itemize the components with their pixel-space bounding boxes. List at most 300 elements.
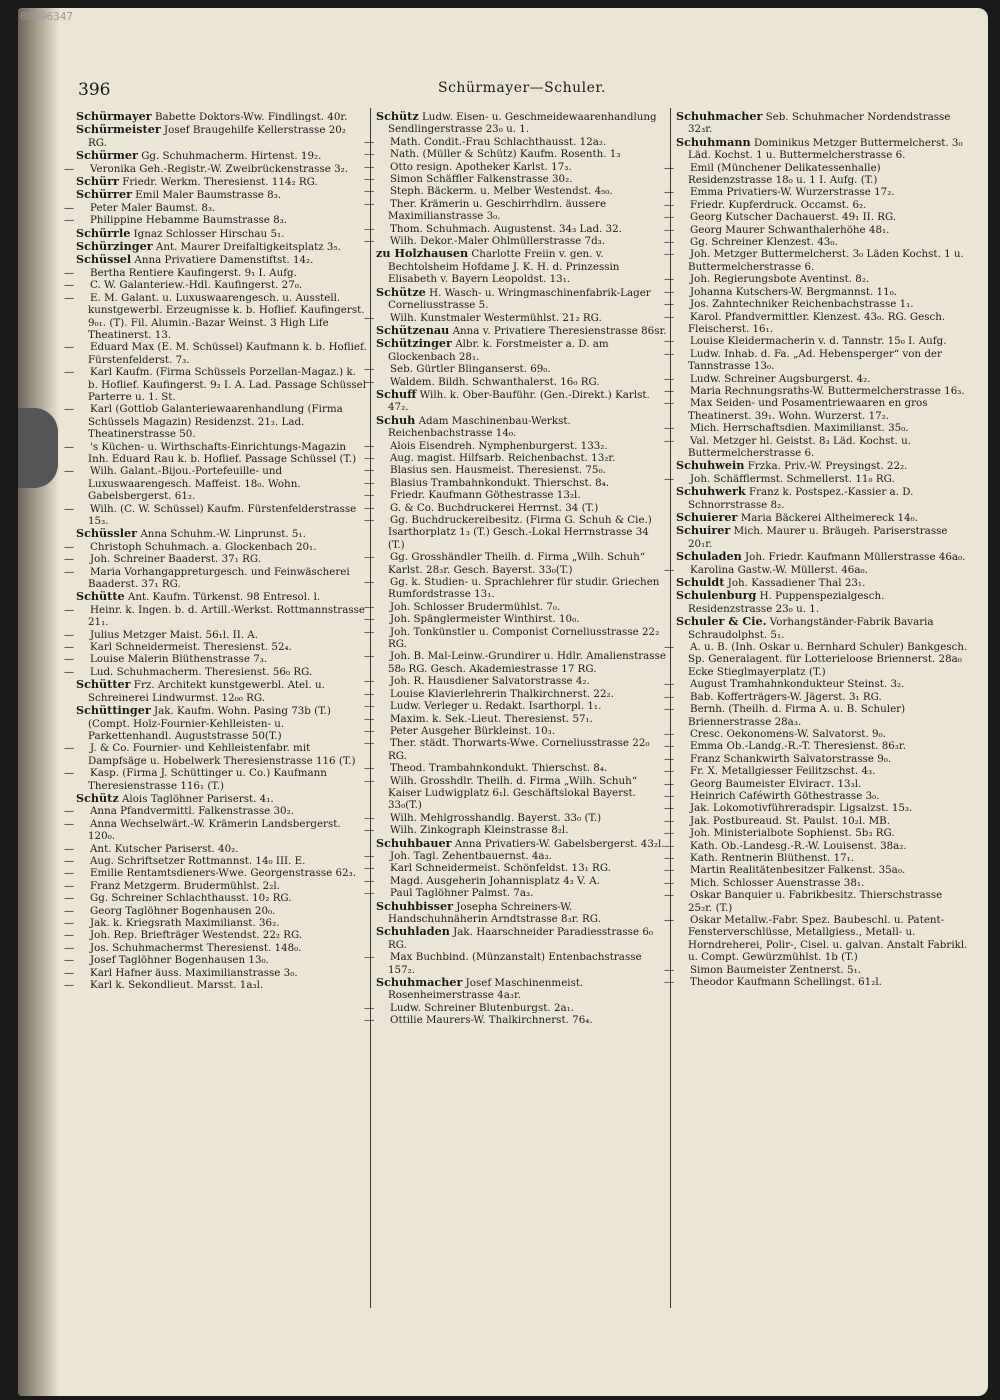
directory-entry [664, 347, 968, 373]
directory-entry [676, 110, 968, 136]
entry-text: Joh. Metzger Buttermelcherst. 3₀ Läden Kochst. 1 u. Buttermelcherstrasse 6. [688, 248, 964, 273]
dash-mark: — [64, 553, 75, 566]
directory-entry [664, 827, 968, 840]
entry-text: Heinr. k. Ingen. b. d. Artill.-Werkst. Rottmannstrasse 21₁. [88, 603, 366, 629]
directory-entry [64, 266, 368, 279]
entry-text: Oskar Metallw.-Fabr. Spez. Baubeschl. u. Patent-Fensterverschlüsse, Metallgiess., Metall- u. Horndreherei, Polir-, Cisel. u. galvan. Anstalt Fabrikl. u. Compt. Gewürzmühlst. 1b (T.) [688, 914, 968, 964]
dash-mark: — [364, 675, 375, 688]
directory-entry [64, 465, 368, 503]
dash-mark: — [64, 904, 75, 917]
surname: Schürrle [76, 225, 131, 240]
directory-entry [76, 527, 368, 540]
dash-mark: — [364, 311, 375, 324]
entry-text: H. Puppenspezialgesch. Residenzstrasse 23₀ u. 1. [688, 590, 885, 615]
entry-text: Joh. Spänglermeister Winthirst. 10₀. [390, 613, 580, 626]
directory-entry [364, 951, 668, 976]
directory-entry [76, 678, 368, 704]
directory-entry [664, 876, 968, 889]
dash-mark: — [664, 472, 675, 485]
surname: Schürmer [76, 148, 138, 163]
directory-entry [664, 789, 968, 802]
entry-text: Frzka. Priv.-W. Preysingst. 22₂. [747, 460, 908, 473]
surname: Schütze [376, 284, 426, 299]
entry-text: Gg. k. Studien- u. Sprachlehrer für studir. Griechen Rumfordstrasse 13₁. [388, 576, 660, 601]
directory-entry [76, 188, 368, 201]
entry-text: Jak. Kaufm. Wohn. Pasing 73b (T.) (Compt. Holz-Fournier-Kehlleisten- u. Parkettenhandl. Auguststrasse 50(T.) [88, 705, 331, 742]
surname: Schuhbauer [376, 835, 452, 850]
directory-entry [664, 851, 968, 864]
entry-text: Ignaz Schlosser Hirschau 5₁. [133, 227, 285, 240]
directory-entry [664, 914, 968, 964]
entry-text: Kath. Ob.-Landesg.-R.-W. Louisenst. 38a₂. [690, 839, 907, 852]
dash-mark: — [664, 976, 675, 989]
directory-entry [64, 842, 368, 855]
directory-entry [364, 439, 668, 452]
dash-mark: — [64, 201, 75, 214]
entry-text: Franz Metzgerm. Brudermühlst. 2₂l. [90, 879, 280, 892]
directory-entry [664, 298, 968, 311]
entry-text: Theod. Trambahnkondukt. Thierschst. 8₄. [390, 762, 608, 775]
entry-text: Mich. Maurer u. Bräugeh. Pariserstrasse 20₁r. [688, 525, 948, 550]
dash-mark: — [664, 563, 675, 576]
entry-text: Wilh. Grosshdlr. Theilh. d. Firma „Wilh. Schuh“ Kaiser Ludwigplatz 6₁l. Geschäftslokal Bayerst. 33₀(T.) [388, 774, 638, 812]
dash-mark: — [364, 148, 375, 161]
dash-mark: — [664, 740, 675, 753]
dash-mark: — [364, 613, 375, 626]
directory-entry [364, 811, 668, 824]
surname: Schuhwein [676, 458, 745, 473]
dash-mark: — [664, 641, 675, 654]
directory-entry [64, 929, 368, 942]
entry-text: J. & Co. Fournier- und Kehlleistenfabr. mit Dampfsäge u. Hobelwerk Theresienstrasse 116 (T.) [88, 742, 356, 767]
directory-entry [76, 149, 368, 162]
surname: Schuff [376, 386, 417, 401]
entry-text: Eduard Max (E. M. Schüssel) Kaufmann k. b. Hoflief. Fürstenfelderst. 7₃. [88, 341, 367, 366]
dash-mark: — [64, 291, 75, 304]
directory-entry [664, 161, 968, 187]
entry-text: Karl k. Sekondlieut. Marsst. 1a₃l. [90, 979, 264, 992]
dash-mark: — [64, 665, 75, 678]
entry-text: Wilh. Galant.-Bijou.-Portefeuille- und Luxuswaarengesch. Maffeist. 18₀. Wohn. Gabelsbergerst. 61₂. [88, 465, 301, 503]
surname: Schuldt [676, 575, 725, 590]
entry-text: Ludw. Schreiner Augsburgerst. 4₂. [690, 372, 871, 385]
surname: Schuhmacher [676, 109, 763, 123]
entry-text: C. W. Galanteriew.-Hdl. Kaufingerst. 27₀. [90, 279, 303, 292]
entry-text: Babette Doktors-Ww. Findlingst. 40r. [154, 111, 348, 123]
directory-entry [676, 550, 968, 563]
dash-mark: — [664, 789, 675, 802]
dash-mark: — [64, 266, 75, 279]
scan-id: 00096347 [20, 10, 73, 23]
entry-text: Adam Maschinenbau-Werkst. Reichenbachstrasse 14₀. [388, 414, 571, 440]
dash-mark: — [64, 805, 75, 818]
entry-text: Thom. Schuhmach. Augustenst. 34₃ Lad. 32. [390, 222, 622, 235]
dash-mark: — [364, 600, 375, 613]
directory-entry [664, 752, 968, 765]
dash-mark: — [664, 384, 675, 397]
directory-entry [376, 110, 668, 136]
dash-mark: — [364, 762, 375, 775]
surname: Schuierer [676, 510, 738, 524]
entry-text: Frz. Architekt kunstgewerbl. Atel. u. Schreinerei Lindwurmst. 12₀₀ RG. [88, 679, 325, 704]
dash-mark: — [64, 854, 75, 867]
entry-text: Karolina Gastw.-W. Müllerst. 46a₀. [690, 563, 868, 576]
dash-mark: — [364, 1001, 375, 1014]
entry-text: Ludw. Schreiner Blutenburgst. 2a₁. [390, 1001, 575, 1014]
entry-text: Gg. Buchdruckereibesitz. (Firma G. Schuh & Cie.) Isarthorplatz 1₃ (T.) Gesch.-Lokal Herrnstrasse 34 (T.) [388, 514, 652, 551]
directory-entry [664, 777, 968, 790]
entry-text: Ludw. Verleger u. Redakt. Isarthorpl. 1₁. [390, 700, 602, 713]
entry-text: Jak. Postbureaud. St. Paulst. 10₂l. MB. [690, 814, 891, 827]
entry-text: Jos. Zahntechniker Reichenbachstrasse 1₁. [690, 298, 914, 311]
directory-entry [664, 397, 968, 422]
book-binding [18, 8, 60, 1396]
directory-entry [76, 253, 368, 266]
entry-text: Georg Taglöhner Bogenhausen 20₀. [90, 904, 276, 917]
directory-entry [64, 291, 368, 342]
dash-mark: — [64, 366, 75, 379]
directory-entry [664, 236, 968, 249]
dash-mark: — [64, 565, 75, 578]
entry-text: Alois Taglöhner Pariserst. 4₁. [121, 792, 274, 805]
dash-mark: — [664, 236, 675, 249]
dash-mark: — [364, 222, 375, 235]
surname: Schütz [376, 109, 419, 123]
entry-text: Steph. Bäckerm. u. Melber Westendst. 4₅₀. [390, 185, 613, 198]
entry-text: Blasius Trambahnkondukt. Thierschst. 8₄. [390, 476, 610, 489]
directory-entry [64, 553, 368, 566]
directory-entry [664, 372, 968, 385]
entry-text: Bab. Kofferträgers-W. Jägerst. 3₁ RG. [690, 690, 882, 703]
directory-entry [76, 704, 368, 742]
dash-mark: — [64, 440, 75, 453]
entry-text: Nath. (Müller & Schütz) Kaufm. Rosenth. 1₃ [390, 148, 621, 161]
directory-entry [664, 963, 968, 976]
dash-mark: — [364, 197, 375, 210]
directory-entry [64, 641, 368, 654]
entry-text: Anna Schuhm.-W. Linprunst. 5₁. [140, 528, 306, 541]
directory-entry [64, 966, 368, 979]
dash-mark: — [664, 198, 675, 211]
directory-entry [364, 724, 668, 737]
dash-mark: — [364, 501, 375, 514]
directory-entry [664, 678, 968, 691]
entry-text: Max Buchbind. (Münzanstalt) Entenbachstrasse 157₂. [388, 951, 642, 976]
dash-mark: — [64, 767, 75, 780]
surname: Schüttinger [76, 703, 151, 718]
entry-text: Aug. magist. Hilfsarb. Reichenbachst. 13₂r. [390, 451, 616, 464]
entry-text: Johanna Kutschers-W. Bergmannst. 11₀. [690, 285, 898, 298]
entry-text: Emil (Münchener Delikatessenhalle) Residenzstrasse 18₀ u. 1 I. Aufg. (T.) [688, 161, 881, 187]
page-number: 396 [78, 80, 111, 100]
directory-entry [364, 600, 668, 613]
entry-text: Simon Baumeister Zentnerst. 5₁. [690, 963, 861, 976]
directory-entry [364, 712, 668, 725]
entry-text: Joh. Kassadiener Thal 23₁. [727, 577, 866, 590]
entry-text: Jak. Lokomotivführeradspir. Ligsalzst. 15₃. [690, 802, 913, 815]
entry-text: E. M. Galant. u. Luxuswaarengesch. u. Ausstell. kunstgewerbl. Erzeugnisse k. b. Hoflief. Kaufingerst. 9₀₁. (T). Fil. Alumin.-Bazar Weinst. 3 High Life Theatinerst. 13. [88, 291, 365, 341]
directory-entry [376, 324, 668, 337]
dash-mark: — [364, 724, 375, 737]
directory-entry [64, 867, 368, 880]
directory-entry [76, 110, 368, 123]
entry-text: Karl Kaufm. (Firma Schüssels Porzellan-Magaz.) k. b. Hoflief. Kaufingerst. 9₂ I. A. Lad. Passage Schüssel Parterre u. 1. St. [88, 366, 367, 403]
entry-text: Joh. Regierungsbote Aventinst. 8₂. [690, 273, 870, 286]
directory-entry [364, 173, 668, 186]
directory-entry [376, 837, 668, 850]
entry-text: August Tramhahnkondukteur Steinst. 3₂. [690, 678, 905, 691]
entry-text: Friedr. Kaufmann Göthestrasse 13₂l. [390, 489, 581, 502]
entry-text: Wilh. (C. W. Schüssel) Kaufm. Fürstenfelderstrasse 15₃. [88, 502, 357, 527]
entry-text: Ludw. Inhab. d. Fa. „Ad. Hebensperger“ von der Tannstrasse 13₀. [688, 347, 942, 373]
surname: Schulenburg [676, 588, 757, 603]
entry-text: Mich. Herrschaftsdien. Maximilianst. 35₀. [690, 422, 909, 435]
surname: Schuhwerk [676, 484, 746, 499]
directory-entry [364, 160, 668, 173]
entry-text: A. u. B. (Inh. Oskar u. Bernhard Schuler) Bankgesch. Sp. Generalagent. für Lotterieloose Briennerst. 28a₀ Ecke Stieglmayerplatz (T.) [688, 641, 968, 678]
dash-mark: — [64, 979, 75, 992]
dash-mark: — [64, 540, 75, 553]
dash-mark: — [64, 465, 75, 478]
directory-entry [664, 384, 968, 397]
dash-mark: — [64, 214, 75, 227]
directory-entry [664, 223, 968, 236]
directory-entry [664, 727, 968, 740]
directory-entry [664, 814, 968, 827]
entry-text: Josef Maschinenmeist. Rosenheimerstrasse 4a₃r. [388, 977, 584, 1002]
entry-text: Maria Bäckerei Altheimereck 14₀. [740, 512, 918, 524]
surname: Schuhmann [676, 134, 751, 149]
dash-mark: — [64, 502, 75, 515]
directory-entry [664, 273, 968, 286]
directory-entry [664, 864, 968, 877]
directory-entry [64, 366, 368, 403]
directory-entry [376, 337, 668, 363]
dash-mark: — [664, 285, 675, 298]
dash-mark: — [64, 403, 75, 416]
directory-entry [664, 690, 968, 703]
surname: Schürzinger [76, 239, 153, 254]
directory-entry [364, 737, 668, 762]
dash-mark: — [364, 951, 375, 964]
dash-mark: — [64, 867, 75, 880]
entry-text: Karol. Pfandvermittler. Klenzest. 43₀. RG. Gesch. Fleischerst. 16₁. [688, 310, 946, 335]
directory-entry [664, 422, 968, 435]
directory-entry [364, 135, 668, 148]
entry-text: Aug. Schriftsetzer Rottmannst. 14₀ III. E. [90, 854, 306, 867]
entry-text: Josef Braugehilfe Kellerstrasse 20₂ RG. [88, 124, 346, 149]
directory-entry [64, 892, 368, 905]
dash-mark: — [664, 335, 675, 348]
entry-text: Julius Metzger Maist. 56₁l. II. A. [90, 628, 259, 641]
surname: Schürr [76, 174, 119, 189]
entry-text: Jak. k. Kriegsrath Maximilianst. 36₂. [90, 917, 280, 929]
dash-mark: — [64, 603, 75, 616]
dash-mark: — [364, 451, 375, 464]
entry-text: Karl (Gottlob Galanteriewaarenhandlung (Firma Schüssels Magazin) Residenzst. 21₂. Lad. Theatinerstrasse 50. [88, 403, 343, 441]
entry-text: Wilh. Dekor.-Maler Ohlmüllerstrasse 7d₃. [390, 235, 606, 248]
directory-entry [664, 802, 968, 815]
dash-mark: — [364, 160, 375, 173]
entry-text: Jak. Haarschneider Paradiesstrasse 6₀ RG. [388, 926, 653, 951]
surname: Schütter [76, 677, 131, 692]
dash-mark: — [664, 422, 675, 435]
directory-entry [664, 839, 968, 852]
entry-text: Emilie Rentamtsdieners-Wwe. Georgenstrasse 62₃. [90, 867, 357, 880]
directory-entry [364, 1014, 668, 1027]
entry-text: Ottilie Maurers-W. Thalkirchnerst. 76₄. [390, 1014, 593, 1027]
dash-mark: — [664, 186, 675, 199]
directory-entry [664, 285, 968, 298]
entry-text: Maxim. k. Sek.-Lieut. Theresienst. 57₁. [390, 712, 593, 725]
directory-entry [64, 817, 368, 843]
entry-text: Karl Schneidermeist. Schönfeldst. 13₁ RG. [390, 862, 611, 875]
directory-entry [76, 792, 368, 805]
directory-entry [364, 375, 668, 388]
directory-entry [64, 941, 368, 954]
entry-text: Maria Rechnungsraths-W. Buttermelcherstrasse 16₃. [690, 384, 965, 397]
dash-mark: — [664, 223, 675, 236]
entry-text: Franz Schankwirth Salvatorstrasse 9₀. [690, 752, 892, 765]
entry-text: Karl Hafner äuss. Maximilianstrasse 3₀. [90, 966, 298, 979]
dash-mark: — [664, 752, 675, 765]
dash-mark: — [664, 434, 675, 447]
directory-entry [364, 625, 668, 651]
directory-entry [64, 904, 368, 917]
directory-entry [64, 917, 368, 929]
directory-entry [364, 849, 668, 862]
dash-mark: — [64, 879, 75, 892]
surname: zu Holzhausen [376, 246, 469, 261]
directory-entry [364, 148, 668, 161]
directory-entry [364, 762, 668, 775]
directory-entry [364, 197, 668, 223]
directory-entry [64, 403, 368, 441]
directory-entry [664, 889, 968, 914]
directory-entry [376, 286, 668, 312]
directory-entry [364, 476, 668, 489]
entry-text: Simon Schäffler Falkenstrasse 30₂. [390, 173, 573, 186]
entry-text: Seb. Gürtler Blinganserst. 69₀. [390, 363, 551, 376]
dash-mark: — [664, 802, 675, 815]
entry-text: Math. Condit.-Frau Schlachthausst. 12a₂. [390, 135, 607, 148]
entry-text: Louise Kleidermacherin v. d. Tannstr. 15₀ I. Aufg. [690, 335, 947, 348]
directory-entry [376, 976, 668, 1002]
dash-mark: — [664, 851, 675, 864]
directory-entry [64, 162, 368, 175]
entry-text: Seb. Schuhmacher Nordendstrasse 32₃r. [688, 111, 951, 136]
entry-text: Joh. R. Hausdiener Salvatorstrasse 4₂. [390, 675, 590, 688]
entry-text: Emma Ob.-Landg.-R.-T. Theresienst. 86₃r. [690, 740, 906, 753]
entry-text: Mich. Schlosser Auenstrasse 38₁. [690, 876, 865, 889]
directory-entry [64, 854, 368, 867]
entry-text: Gg. Schreiner Klenzest. 43₀. [690, 236, 838, 249]
directory-entry [676, 589, 968, 615]
directory-entry [364, 650, 668, 675]
directory-entry [664, 248, 968, 273]
dash-mark: — [664, 347, 675, 360]
directory-entry [676, 524, 968, 550]
directory-entry [64, 653, 368, 666]
entry-text: Wilh. Zinkograph Kleinstrasse 8₂l. [390, 824, 569, 837]
dash-mark: — [64, 842, 75, 855]
directory-entry [64, 201, 368, 214]
directory-entry [364, 874, 668, 887]
dash-mark: — [364, 874, 375, 887]
dash-mark: — [664, 298, 675, 311]
entry-text: Val. Metzger hl. Geistst. 8₃ Läd. Kochst. u. Buttermelcherstrasse 6. [688, 434, 911, 459]
entry-text: Anna Wechselwärt.-W. Krämerin Landsbergerst. 120₀. [88, 817, 341, 843]
entry-text: Dominikus Metzger Buttermelcherst. 3₀ Läd. Kochst. 1 u. Buttermelcherstrasse 6. [688, 136, 963, 162]
directory-entry [376, 925, 668, 951]
entry-text: Heinrich Caféwirth Göthestrasse 3₀. [690, 789, 880, 802]
dash-mark: — [64, 341, 75, 354]
dash-mark: — [364, 712, 375, 725]
dash-mark: — [64, 628, 75, 641]
entry-text: Anna Privatiers-W. Gabelsbergerst. 43₂l. [454, 837, 665, 850]
entry-text: Maria Vorhangappreturgesch. und Feinwäscherei Baaderst. 37₁ RG. [88, 565, 350, 591]
directory-entry [364, 551, 668, 576]
surname: Schuhbisser [376, 898, 453, 913]
entry-text: H. Wasch- u. Wringmaschinenfabrik-Lager Corneliusstrasse 5. [388, 286, 651, 312]
entry-text: Franz k. Postspez.-Kassier a. D. Schnorrstrasse 8₂. [688, 486, 914, 511]
dash-mark: — [364, 576, 375, 589]
entry-text: Anna v. Privatiere Theresienstrasse 86sr. [452, 324, 667, 337]
directory-page [18, 8, 988, 1396]
entry-text: Albr. k. Forstmeister a. D. am Glockenbach 28₁. [388, 338, 609, 363]
entry-text: G. & Co. Buchdruckerei Herrnst. 34 (T.) [390, 501, 599, 514]
directory-entry [376, 388, 668, 414]
entry-text: Friedr. Werkm. Theresienst. 114₂ RG. [122, 176, 318, 189]
entry-text: Gg. Grosshändler Theilh. d. Firma „Wilh. Schuh“ Karlst. 28₃r. Gesch. Bayerst. 33₀(T.) [388, 551, 645, 576]
directory-entry [364, 576, 668, 601]
directory-entry [64, 279, 368, 292]
directory-entry [676, 136, 968, 162]
entry-text: Josepha Schreiners-W. Handschuhnäherin Arndtstrasse 8₃r. RG. [388, 900, 601, 925]
entry-text: Louise Malerin Blüthenstrasse 7₃. [90, 653, 268, 666]
dash-mark: — [364, 811, 375, 824]
directory-entry [364, 514, 668, 551]
entry-text: Anna Privatiere Damenstiftst. 14₂. [134, 254, 314, 267]
entry-text: Philippine Hebamme Baumstrasse 8₃. [90, 214, 288, 227]
dash-mark: — [364, 700, 375, 713]
surname: Schütz [76, 790, 119, 805]
dash-mark: — [664, 678, 675, 691]
dash-mark: — [664, 864, 675, 877]
dash-mark: — [364, 849, 375, 862]
entry-text: Ant. Kutscher Pariserst. 40₂. [90, 842, 239, 855]
dash-mark: — [664, 397, 675, 410]
entry-text: Friedr. Kupferdruck. Occamst. 6₂. [690, 198, 867, 211]
directory-entry [664, 434, 968, 460]
entry-text: Charlotte Freiin v. gen. v. Bechtolsheim Hofdame J. K. H. d. Prinzessin Elisabeth v. Bayern Leopoldst. 13₁. [388, 248, 620, 286]
surname: Schuler & Cie. [676, 614, 767, 629]
surname: Schützinger [376, 336, 452, 351]
dash-mark: — [64, 917, 75, 929]
directory-entry [376, 414, 668, 440]
entry-text: Georg Maurer Schwanthalerhöhe 48₁. [690, 223, 890, 236]
surname: Schuirer [676, 523, 731, 538]
entry-text: Ant. Maurer Dreifaltigkeitsplatz 3₅. [155, 241, 341, 254]
entry-text: Georg Baumeister Elviraст. 13₃l. [690, 777, 862, 790]
dash-mark: — [664, 310, 675, 323]
directory-entry [364, 363, 668, 376]
directory-entry [64, 979, 368, 992]
entry-text: Joh. Rep. Briefträger Westendst. 22₂ RG. [90, 929, 303, 942]
dash-mark: — [664, 211, 675, 224]
directory-entry [76, 590, 368, 603]
entry-text: Paul Taglöhner Palmst. 7a₃. [390, 887, 534, 900]
